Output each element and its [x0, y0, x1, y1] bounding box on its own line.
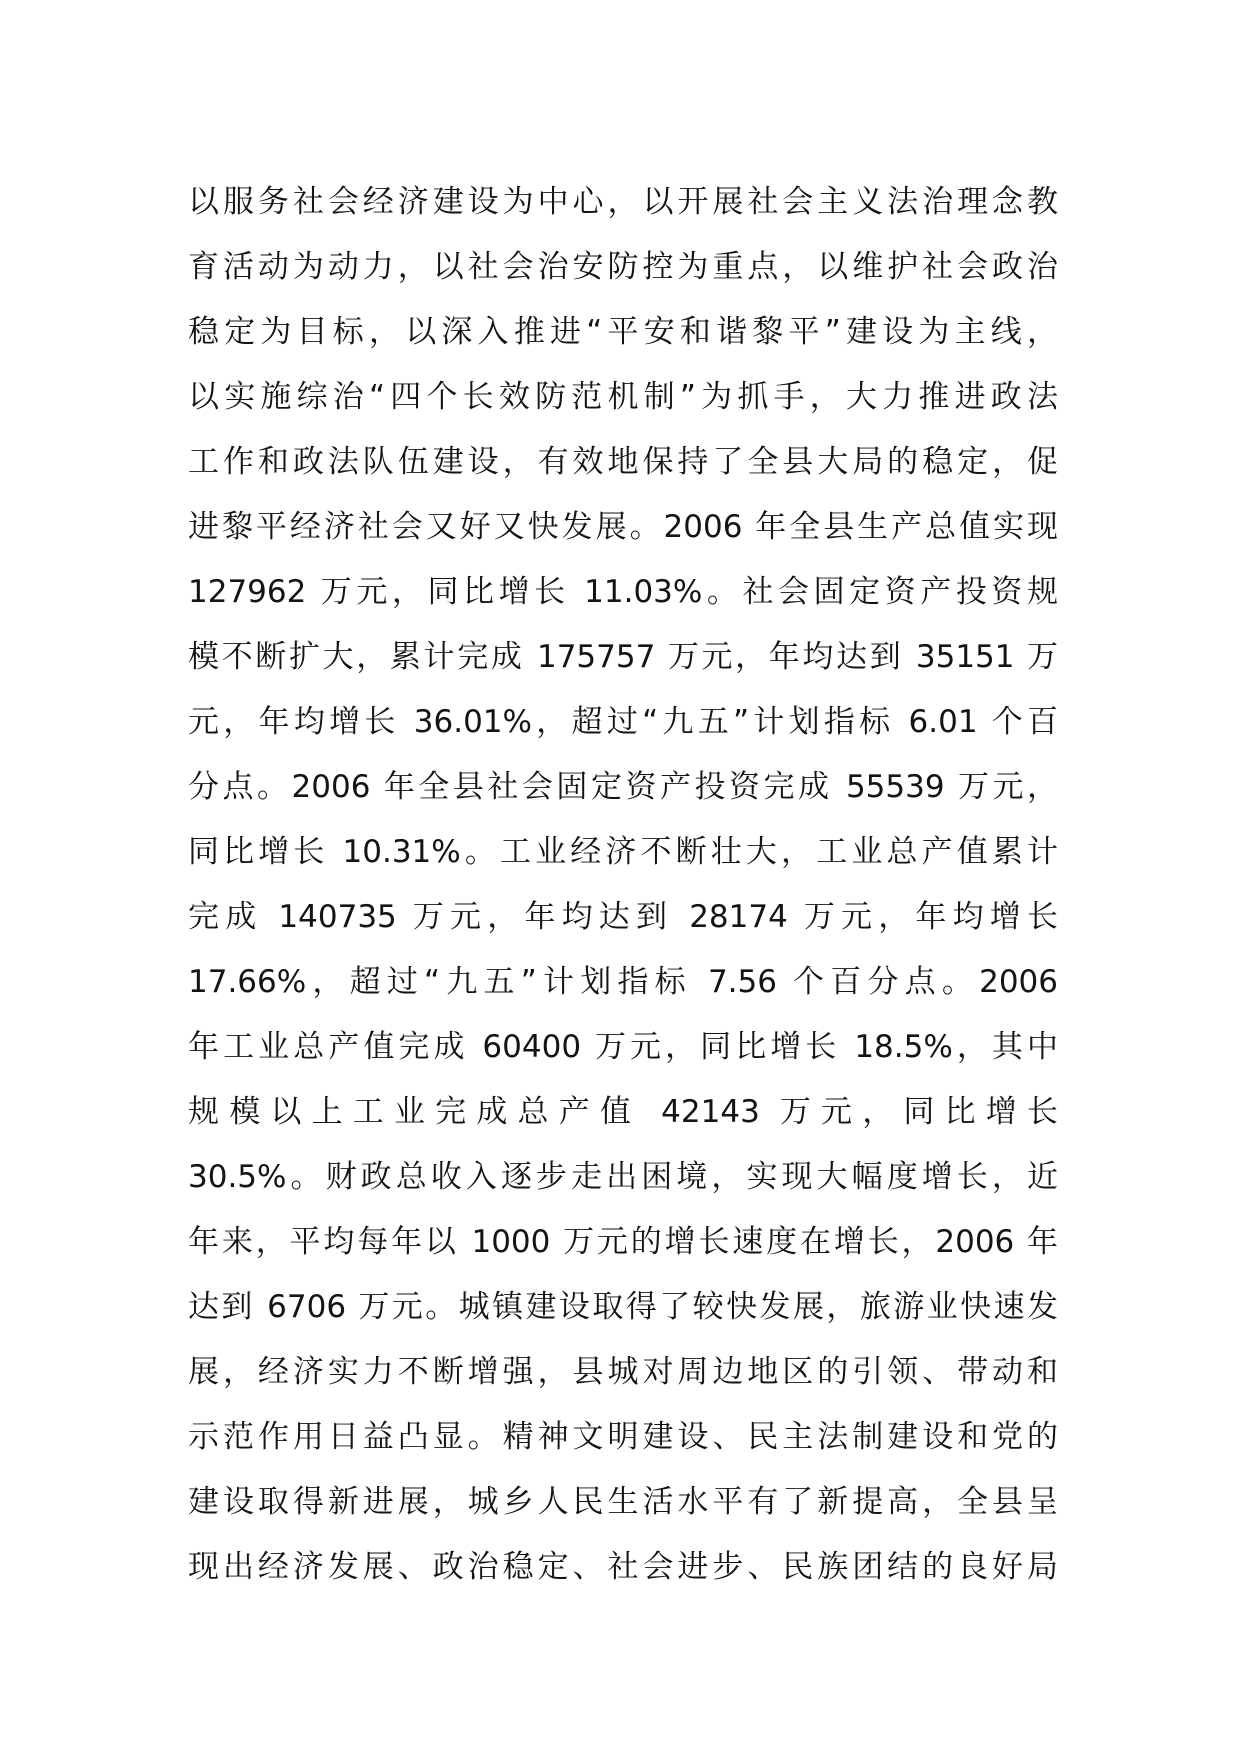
- text-line: 达到 6706 万元。城镇建设取得了较快发展，旅游业快速发: [188, 1289, 1058, 1325]
- text-line: 模不断扩大，累计完成 175757 万元，年均达到 35151 万: [188, 639, 1058, 675]
- text-line: 育活动为动力，以社会治安防控为重点，以维护社会政治: [188, 249, 1058, 285]
- text-line: 同比增长 10.31%。工业经济不断壮大，工业总产值累计: [188, 834, 1058, 870]
- text-line: 17.66%，超过“九五”计划指标 7.56 个百分点。2006: [188, 964, 1058, 1000]
- text-line: 以实施综治“四个长效防范机制”为抓手，大力推进政法: [188, 379, 1058, 415]
- text-line: 年来，平均每年以 1000 万元的增长速度在增长，2006 年: [188, 1224, 1058, 1260]
- text-line: 以服务社会经济建设为中心，以开展社会主义法治理念教: [188, 184, 1058, 220]
- text-line: 年工业总产值完成 60400 万元，同比增长 18.5%，其中: [188, 1029, 1058, 1065]
- text-line: 工作和政法队伍建设，有效地保持了全县大局的稳定，促: [188, 444, 1058, 480]
- text-line: 示范作用日益凸显。精神文明建设、民主法制建设和党的: [188, 1419, 1058, 1455]
- body-paragraph: [188, 170, 1058, 1600]
- text-line: 127962 万元，同比增长 11.03%。社会固定资产投资规: [188, 574, 1058, 610]
- text-line: 展，经济实力不断增强，县城对周边地区的引领、带动和: [188, 1354, 1058, 1390]
- text-line: 建设取得新进展，城乡人民生活水平有了新提高，全县呈: [188, 1484, 1058, 1520]
- text-line: 进黎平经济社会又好又快发展。2006 年全县生产总值实现: [188, 509, 1058, 545]
- text-line: 完成 140735 万元，年均达到 28174 万元，年均增长: [188, 899, 1058, 935]
- text-line: 分点。2006 年全县社会固定资产投资完成 55539 万元，: [188, 769, 1058, 805]
- text-line: 稳定为目标，以深入推进“平安和谐黎平”建设为主线，: [188, 314, 1058, 350]
- text-line: 元，年均增长 36.01%，超过“九五”计划指标 6.01 个百: [188, 704, 1058, 740]
- text-line: 规模以上工业完成总产值 42143 万元，同比增长: [188, 1094, 1058, 1130]
- text-line: 现出经济发展、政治稳定、社会进步、民族团结的良好局: [188, 1549, 1058, 1585]
- text-line: 30.5%。财政总收入逐步走出困境，实现大幅度增长，近: [188, 1159, 1058, 1195]
